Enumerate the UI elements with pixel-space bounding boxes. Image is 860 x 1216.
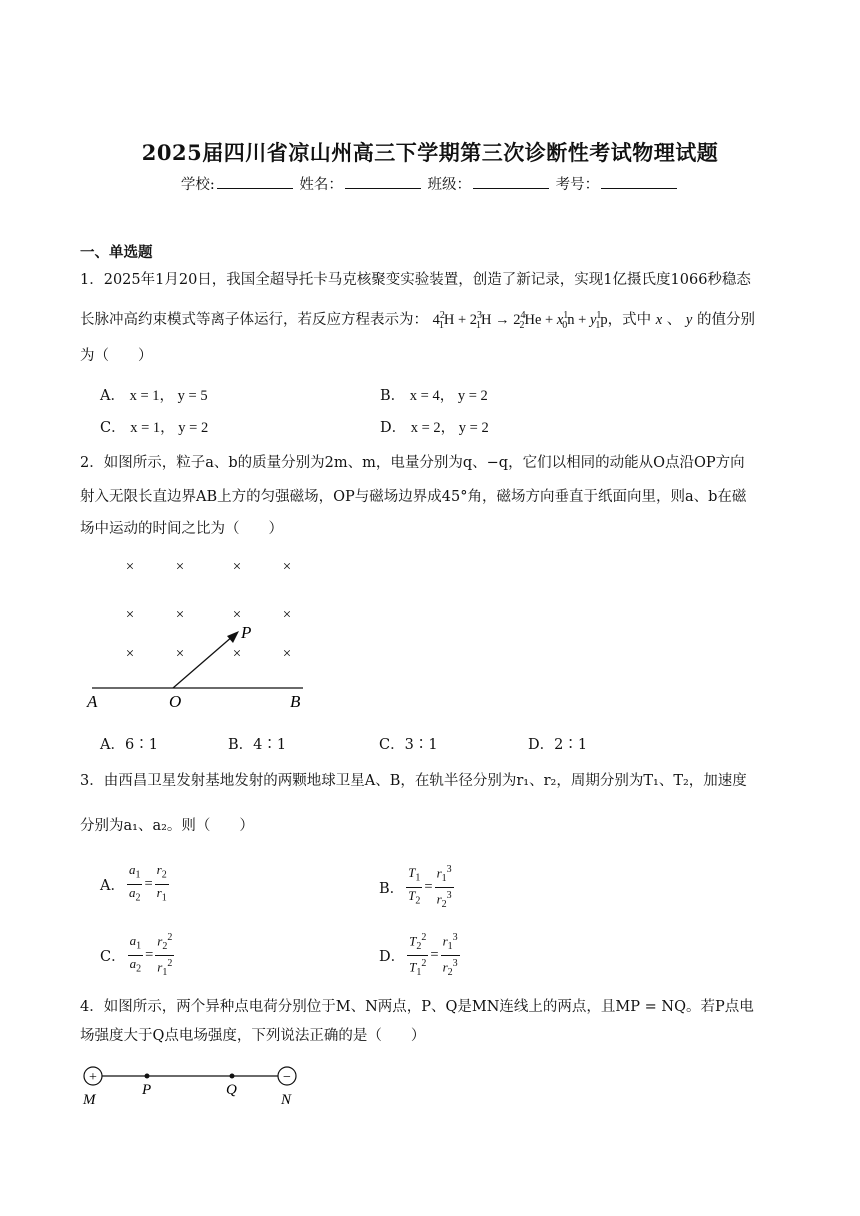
q1-option-a[interactable]: A． x = 1， y = 5 (100, 388, 208, 404)
label-b: B (290, 692, 301, 711)
q1-option-b[interactable]: B． x = 4， y = 2 (380, 388, 488, 404)
svg-text:×: × (175, 607, 185, 623)
svg-text:×: × (232, 646, 242, 662)
q3-option-b[interactable]: B． $\frac{T_1}{T_2}$ = $\frac{r_1^3}{r_2^3}$ (379, 864, 452, 910)
q1-equation: $4^2_1H + 2^3_1H \to 2^4_2He + x^1_0n + y^1_1p$ (432, 310, 608, 331)
q1-option-d[interactable]: D． x = 2， y = 2 (380, 420, 489, 436)
class-label: 班级： (427, 177, 471, 193)
svg-text:×: × (232, 607, 242, 623)
svg-text:×: × (125, 607, 135, 623)
svg-text:×: × (232, 559, 242, 575)
label-a: A (87, 692, 98, 711)
label-p: P (241, 623, 252, 642)
svg-text:×: × (175, 559, 185, 575)
q1-line2: 长脉冲高约束模式等离子体运行，若反应方程表示为： $4^2_1H + 2^3_1H \to 2^4_2He + x^1_0n + y^1_1p$，式中 x 、 y 的值分别 (80, 310, 755, 331)
svg-text:×: × (282, 607, 292, 623)
q2-line1: 2．如图所示，粒子a、b的质量分别为2m、m，电量分别为q、−q，它们以相同的动能从O点沿OP方向 (80, 455, 745, 471)
q3-option-a[interactable]: A． $\frac{a_1}{a_2}$ = $\frac{r_2}{r_1}$ (100, 862, 167, 904)
label-q: Q (226, 1082, 237, 1098)
number-label: 考号： (555, 177, 600, 193)
q4-line2: 场强度大于Q点电场强度，下列说法正确的是（ ） (80, 1028, 426, 1044)
svg-text:×: × (282, 559, 292, 575)
svg-text:×: × (125, 559, 135, 575)
school-label: 学校: (180, 177, 215, 193)
q2-line3: 场中运动的时间之比为（ ） (80, 521, 283, 537)
section-heading: 一、单选题 (80, 244, 153, 261)
q4-line1: 4．如图所示，两个异种点电荷分别位于M、N两点，P、Q是MN连线上的两点，且MP = NQ。若P点电 (80, 999, 754, 1015)
label-o: O (169, 692, 182, 711)
svg-text:×: × (282, 646, 292, 662)
school-blank (217, 175, 293, 189)
page-title: 2025届四川省凉山州高三下学期第三次诊断性考试物理试题 (141, 140, 719, 165)
q1-option-c[interactable]: C． x = 1， y = 2 (100, 420, 209, 436)
q3-line1: 3．由西昌卫星发射基地发射的两颗地球卫星A、B，在轨半径分别为r₁、r₂，周期分别为T₁、T₂，加速度 (80, 773, 747, 789)
q2-magnetic-field-figure (75, 552, 315, 712)
number-blank (601, 175, 677, 189)
name-label: 姓名： (299, 177, 343, 193)
student-info (0, 173, 860, 194)
q3-option-d[interactable]: D． $\frac{T_2^2}{T_1^2}$ = $\frac{r_1^3}{r_2^3}$ (379, 932, 458, 978)
point-p (145, 1074, 150, 1079)
q2-option-a[interactable]: A．6∶1 (100, 737, 158, 753)
q3-option-c[interactable]: C． $\frac{a_1}{a_2}$ = $\frac{r_2^2}{r_1^2}$ (100, 932, 173, 978)
q2-option-d[interactable]: D．2∶1 (528, 737, 588, 753)
q2-option-c[interactable]: C．3∶1 (379, 737, 438, 753)
q1-line1: 1．2025年1月20日，我国全超导托卡马克核聚变实验装置，创造了新记录，实现1亿摄氏度1066秒稳态 (80, 272, 751, 288)
velocity-arrow-op (173, 636, 233, 688)
plus-sign: + (89, 1070, 97, 1085)
q3-line2: 分别为a₁、a₂。则（ ） (80, 818, 254, 834)
q4-charges-figure (75, 1062, 315, 1112)
q2-line2: 射入无限长直边界AB上方的匀强磁场，OP与磁场边界成45°角，磁场方向垂直于纸面向里，则a、b在磁 (80, 489, 747, 505)
svg-text:×: × (175, 646, 185, 662)
name-blank (345, 175, 421, 189)
label-p4: P (142, 1082, 152, 1098)
label-n: N (281, 1092, 292, 1108)
svg-text:×: × (125, 646, 135, 662)
class-blank (473, 175, 549, 189)
q1-line3: 为（ ） (80, 348, 153, 364)
label-m: M (83, 1092, 96, 1108)
minus-sign: − (283, 1070, 291, 1085)
q2-option-b[interactable]: B．4∶1 (228, 737, 287, 753)
point-q (230, 1074, 235, 1079)
field-crosses (126, 559, 291, 662)
arrow-head (227, 631, 239, 643)
